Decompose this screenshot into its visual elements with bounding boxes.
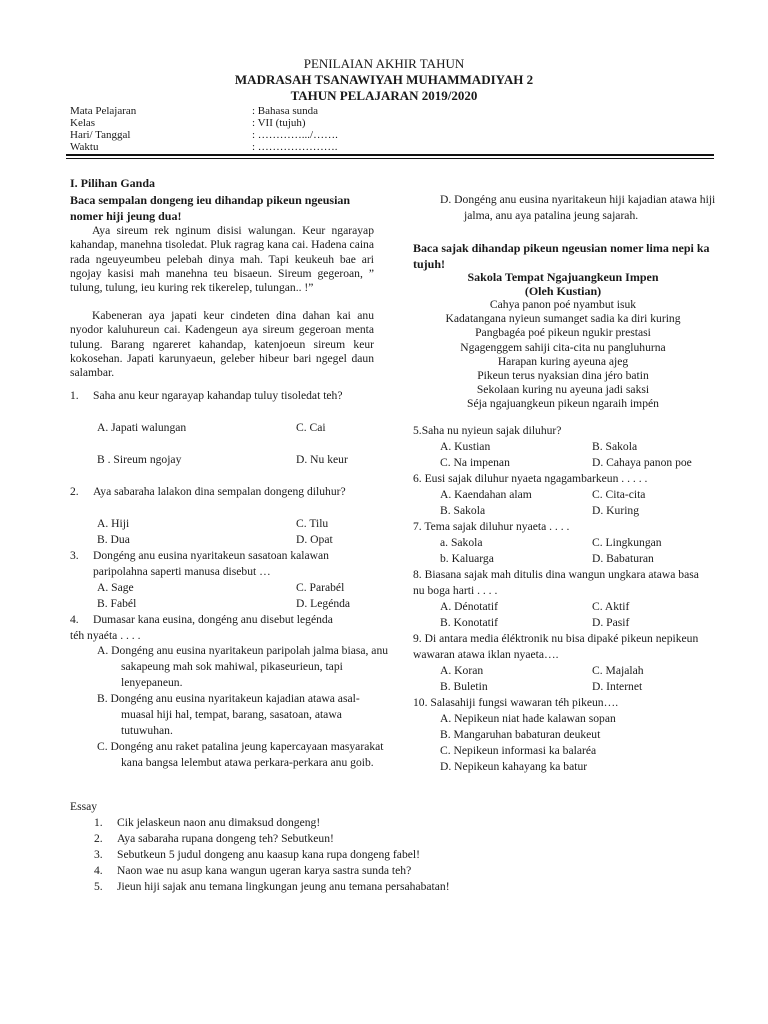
question-3-number: 3. bbox=[70, 549, 79, 562]
essay-item: Naon wae nu asup kana wangun ugeran karya sastra sunda teh? bbox=[117, 864, 412, 877]
question-5-text: 5.Saha nu nyieun sajak diluhur? bbox=[413, 424, 562, 437]
q3-option-d[interactable]: D. Legénda bbox=[296, 597, 351, 610]
q4-option-a[interactable]: A. Dongéng anu eusina nyaritakeun paripolah jalma biasa, anu sakapeung mah sok mahiwal, pikaseurieun, tapi lenyepaneun. bbox=[97, 644, 389, 689]
essay-item-number: 4. bbox=[94, 864, 103, 877]
question-3-text: Dongéng anu eusina nyaritakeun sasatoan kalawan paripolahna saperti manusa disebut … bbox=[93, 549, 329, 578]
poem-line: Cahya panon poé nyambut isuk bbox=[489, 298, 637, 311]
poem-line: Kadatangana nyieun sumanget sadia ka diri kuring bbox=[445, 312, 681, 326]
poem-line: Séja ngajuangkeun pikeun ngaraih impén bbox=[467, 397, 659, 411]
essay-item-number: 1. bbox=[94, 816, 103, 829]
class-value: : VII (tujuh) bbox=[252, 117, 306, 129]
essay-item: Aya sabaraha rupana dongeng teh? Sebutkeun! bbox=[117, 832, 334, 845]
q5-option-a[interactable]: A. Kustian bbox=[440, 440, 491, 453]
passage-paragraph-2: Kabeneran aya japati keur cindeten dina dahan kai anu nyodor kaluhureun cai. Kadengeun aya sireum gegeroan menta tulung. Barang ngareret kahandap, katenjoeun sireum keur kokosehan. Japati karunyaeun, geleber hibeur bari ngegel daun salambar. bbox=[70, 309, 374, 380]
q10-option-d[interactable]: D. Nepikeun kahayang ka batur bbox=[440, 760, 588, 773]
q5-option-b[interactable]: B. Sakola bbox=[592, 440, 638, 453]
q8-option-b[interactable]: B. Konotatif bbox=[440, 616, 498, 629]
question-10-text: 10. Salasahiji fungsi wawaran téh pikeun…. bbox=[413, 696, 619, 709]
q1-option-d[interactable]: D. Nu keur bbox=[296, 453, 348, 466]
section-heading: I. Pilihan Ganda bbox=[70, 176, 156, 190]
q7-option-d[interactable]: D. Babaturan bbox=[592, 552, 654, 565]
q9-option-a[interactable]: A. Koran bbox=[440, 664, 484, 677]
poem-line: Harapan kuring ayeuna ajeg bbox=[497, 354, 629, 368]
q9-option-d[interactable]: D. Internet bbox=[592, 680, 643, 693]
q6-option-d[interactable]: D. Kuring bbox=[592, 504, 640, 517]
q3-option-c[interactable]: C. Parabél bbox=[296, 581, 345, 594]
class-label: Kelas bbox=[70, 117, 96, 129]
q1-option-a[interactable]: A. Japati walungan bbox=[97, 421, 187, 434]
q6-option-a[interactable]: A. Kaendahan alam bbox=[440, 488, 532, 501]
subject-label: Mata Pelajaran bbox=[70, 105, 137, 117]
question-1-number: 1. bbox=[70, 389, 79, 402]
question-8-text: 8. Biasana sajak mah ditulis dina wangun ungkara atawa basa nu boga harti . . . . bbox=[413, 568, 699, 597]
q4-option-c[interactable]: C. Dongéng anu raket patalina jeung kapercayaan masyarakat kana bangsa lelembut atawa perkara-perkara anu goib. bbox=[97, 740, 384, 769]
q8-option-a[interactable]: A. Dénotatif bbox=[440, 600, 498, 613]
poem-instruction: Baca sajak dihandap pikeun ngeusian nomer lima nepi ka tujuh! bbox=[413, 241, 710, 271]
q10-option-c[interactable]: C. Nepikeun informasi ka balaréa bbox=[440, 744, 597, 757]
question-7-text: 7. Tema sajak diluhur nyaeta . . . . bbox=[413, 520, 570, 533]
essay-heading: Essay bbox=[70, 800, 98, 813]
q2-option-a[interactable]: A. Hiji bbox=[97, 517, 130, 530]
q5-option-c[interactable]: C. Na impenan bbox=[440, 456, 510, 469]
q2-option-c[interactable]: C. Tilu bbox=[296, 517, 329, 530]
q7-option-b[interactable]: b. Kaluarga bbox=[440, 552, 494, 565]
essay-item-number: 5. bbox=[94, 880, 103, 893]
q1-option-b[interactable]: B . Sireum ngojay bbox=[97, 453, 182, 466]
poem-body bbox=[410, 298, 716, 412]
question-1-text: Saha anu keur ngarayap kahandap tuluy tisoledat teh? bbox=[93, 389, 343, 402]
q7-option-a[interactable]: a. Sakola bbox=[440, 536, 483, 549]
subject-value: : Bahasa sunda bbox=[252, 105, 318, 117]
essay-item-number: 3. bbox=[94, 848, 103, 861]
q6-option-c[interactable]: C. Cita-cita bbox=[592, 488, 646, 501]
poem-line: Pikeun terus nyaksian dina jéro batin bbox=[477, 369, 649, 383]
time-label: Waktu bbox=[70, 141, 99, 153]
q2-option-b[interactable]: B. Dua bbox=[97, 533, 130, 546]
q9-option-c[interactable]: C. Majalah bbox=[592, 664, 644, 677]
school-name: MADRASAH TSANAWIYAH MUHAMMADIYAH 2 bbox=[234, 72, 534, 87]
q4-option-b[interactable]: B. Dongéng anu eusina nyaritakeun kajadian atawa asal-muasal hiji hal, tempat, barang, sasatoan, atawa tutuwuhan. bbox=[97, 692, 360, 737]
date-label: Hari/ Tanggal bbox=[70, 129, 131, 141]
q6-option-b[interactable]: B. Sakola bbox=[440, 504, 486, 517]
q4-option-d[interactable]: D. Dongéng anu eusina nyaritakeun hiji kajadian atawa hiji jalma, anu aya patalina jeung sajarah. bbox=[440, 193, 716, 222]
question-9-text: 9. Di antara media éléktronik nu bisa dipaké pikeun nepikeun wawaran atawa iklan nyaeta…. bbox=[413, 632, 699, 661]
poem-title: Sakola Tempat Ngajuangkeun Impen bbox=[467, 270, 659, 284]
essay-item: Jieun hiji sajak anu temana lingkungan jeung anu temana persahabatan! bbox=[117, 880, 450, 893]
poem-line: Sekolaan kuring nu ayeuna jadi saksi bbox=[476, 383, 650, 397]
q3-option-a[interactable]: A. Sage bbox=[97, 581, 134, 594]
passage-instruction: Baca sempalan dongeng ieu dihandap pikeun ngeusian nomer hiji jeung dua! bbox=[70, 193, 351, 223]
date-value: : ………….../……. bbox=[252, 129, 338, 141]
q5-option-d[interactable]: D. Cahaya panon poe bbox=[592, 456, 692, 469]
q10-option-a[interactable]: A. Nepikeun niat hade kalawan sopan bbox=[440, 712, 616, 725]
poem-line: Ngagenggem sahiji cita-cita nu pangluhurna bbox=[460, 340, 666, 354]
question-2-number: 2. bbox=[70, 485, 79, 498]
time-value: : …………………. bbox=[252, 141, 338, 153]
question-6-text: 6. Eusi sajak diluhur nyaeta ngagambarkeun . . . . . bbox=[413, 472, 648, 485]
poem-author: (Oleh Kustian) bbox=[524, 284, 602, 298]
passage-paragraph-1: Aya sireum rek nginum disisi walungan. Keur ngarayap kahandap, manehna tisoledat. Pluk ragrag kana cai. Hadena caina rada ngeuyeumbeu pelebah dinya mah. Tapi keukeuh bae ari ngojay kasisi mah manehna teu bisaeun. Sireum gegeroan, ” tulung, tulung, ieu kuring rek tikerelep, tulungan.. !” bbox=[70, 224, 374, 295]
q7-option-c[interactable]: C. Lingkungan bbox=[592, 536, 662, 549]
exam-title: PENILAIAN AKHIR TAHUN bbox=[303, 56, 465, 71]
q8-option-d[interactable]: D. Pasif bbox=[592, 616, 630, 629]
q10-option-b[interactable]: B. Mangaruhan babaturan deukeut bbox=[440, 728, 601, 741]
essay-item: Sebutkeun 5 judul dongeng anu kaasup kana rupa dongeng fabel! bbox=[117, 848, 420, 861]
academic-year: TAHUN PELAJARAN 2019/2020 bbox=[290, 88, 478, 103]
q1-option-c[interactable]: C. Cai bbox=[296, 421, 326, 434]
header-divider-thick bbox=[66, 154, 714, 156]
question-4-text: Dumasar kana eusina, dongéng anu disebut legénda téh nyaéta . . . . bbox=[70, 613, 333, 642]
question-2-text: Aya sabaraha lalakon dina sempalan dongeng diluhur? bbox=[93, 485, 346, 498]
q2-option-d[interactable]: D. Opat bbox=[296, 533, 333, 546]
question-4-number: 4. bbox=[70, 613, 79, 626]
q8-option-c[interactable]: C. Aktif bbox=[592, 600, 630, 613]
essay-item-number: 2. bbox=[94, 832, 103, 845]
header-divider-thin bbox=[66, 158, 714, 159]
q9-option-b[interactable]: B. Buletin bbox=[440, 680, 488, 693]
poem-line: Pangbagéa poé pikeun ngukir prestasi bbox=[475, 326, 651, 340]
q3-option-b[interactable]: B. Fabél bbox=[97, 597, 137, 610]
essay-item: Cik jelaskeun naon anu dimaksud dongeng! bbox=[117, 816, 321, 829]
